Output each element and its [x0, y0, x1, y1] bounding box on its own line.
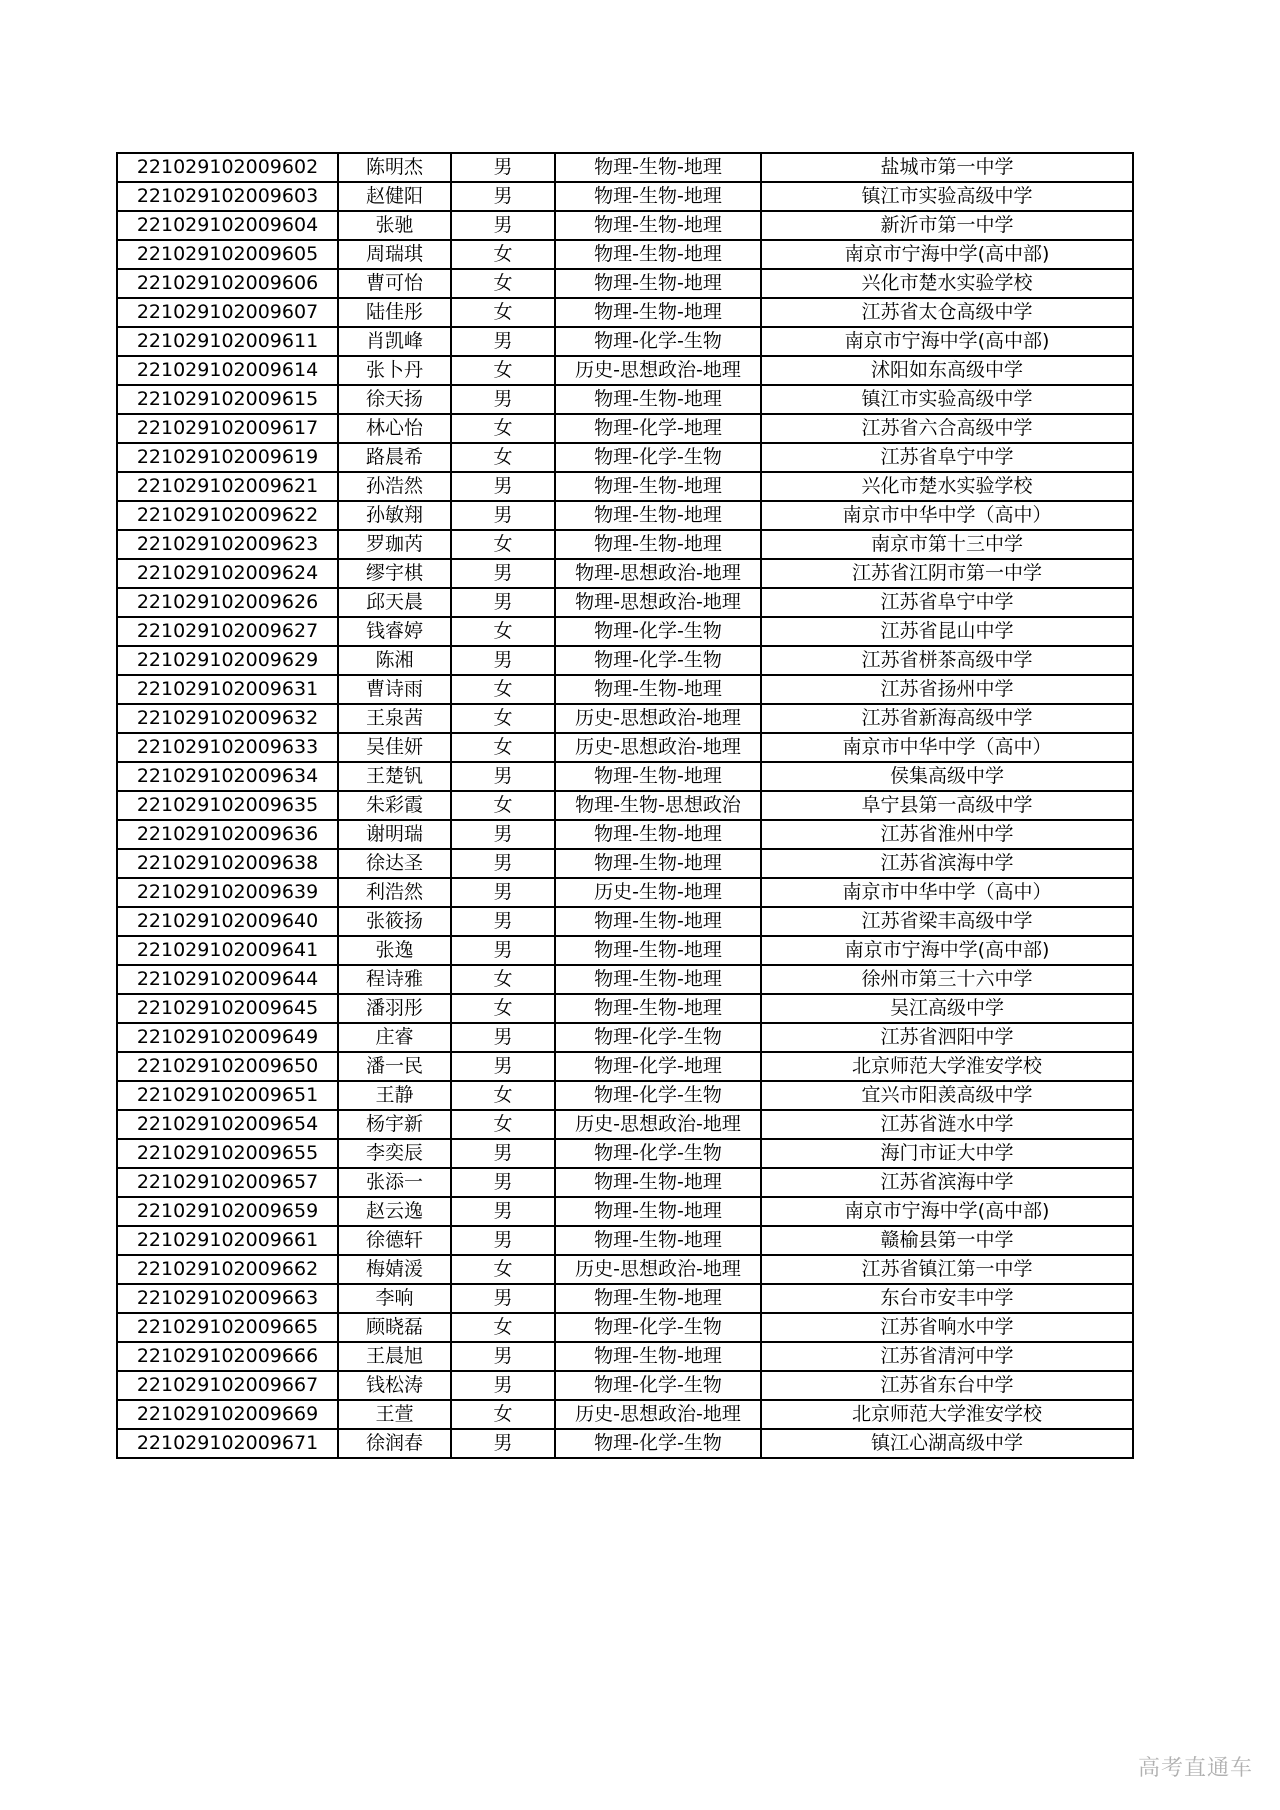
cell-student-name: 徐达圣: [338, 849, 451, 878]
cell-student-name: 庄睿: [338, 1023, 451, 1052]
cell-exam-id: 221029102009605: [117, 240, 338, 269]
cell-gender: 男: [451, 559, 555, 588]
cell-school: 江苏省昆山中学: [761, 617, 1133, 646]
cell-student-name: 钱睿婷: [338, 617, 451, 646]
cell-subjects: 物理-化学-生物: [555, 1023, 761, 1052]
table-row: [117, 1342, 1133, 1371]
cell-gender: 男: [451, 1197, 555, 1226]
table-row: [117, 675, 1133, 704]
cell-school: 镇江市实验高级中学: [761, 385, 1133, 414]
cell-school: 江苏省阜宁中学: [761, 588, 1133, 617]
cell-exam-id: 221029102009604: [117, 211, 338, 240]
cell-school: 兴化市楚水实验学校: [761, 472, 1133, 501]
cell-student-name: 杨宇新: [338, 1110, 451, 1139]
cell-student-name: 孙敏翔: [338, 501, 451, 530]
cell-gender: 男: [451, 211, 555, 240]
cell-gender: 男: [451, 588, 555, 617]
table-row: [117, 443, 1133, 472]
cell-student-name: 陈明杰: [338, 153, 451, 182]
cell-student-name: 徐天扬: [338, 385, 451, 414]
cell-subjects: 物理-生物-地理: [555, 1226, 761, 1255]
cell-gender: 女: [451, 994, 555, 1023]
cell-school: 江苏省清河中学: [761, 1342, 1133, 1371]
cell-student-name: 张筱扬: [338, 907, 451, 936]
cell-school: 江苏省阜宁中学: [761, 443, 1133, 472]
cell-student-name: 张逸: [338, 936, 451, 965]
cell-school: 南京市宁海中学(高中部): [761, 327, 1133, 356]
cell-exam-id: 221029102009631: [117, 675, 338, 704]
cell-school: 东台市安丰中学: [761, 1284, 1133, 1313]
cell-exam-id: 221029102009645: [117, 994, 338, 1023]
cell-school: 江苏省太仓高级中学: [761, 298, 1133, 327]
cell-gender: 男: [451, 1342, 555, 1371]
cell-gender: 女: [451, 298, 555, 327]
cell-exam-id: 221029102009639: [117, 878, 338, 907]
cell-subjects: 物理-生物-地理: [555, 182, 761, 211]
table-row: [117, 240, 1133, 269]
cell-student-name: 王楚钒: [338, 762, 451, 791]
cell-student-name: 潘一民: [338, 1052, 451, 1081]
cell-school: 南京市第十三中学: [761, 530, 1133, 559]
cell-school: 江苏省栟茶高级中学: [761, 646, 1133, 675]
cell-school: 南京市中华中学（高中）: [761, 501, 1133, 530]
cell-subjects: 物理-生物-地理: [555, 501, 761, 530]
cell-school: 沭阳如东高级中学: [761, 356, 1133, 385]
cell-gender: 男: [451, 762, 555, 791]
cell-student-name: 路晨希: [338, 443, 451, 472]
table-row: [117, 1313, 1133, 1342]
cell-subjects: 物理-化学-生物: [555, 443, 761, 472]
table-row: [117, 704, 1133, 733]
cell-gender: 男: [451, 327, 555, 356]
cell-exam-id: 221029102009666: [117, 1342, 338, 1371]
cell-subjects: 物理-生物-地理: [555, 675, 761, 704]
cell-exam-id: 221029102009655: [117, 1139, 338, 1168]
cell-exam-id: 221029102009667: [117, 1371, 338, 1400]
cell-subjects: 物理-生物-地理: [555, 298, 761, 327]
cell-student-name: 张驰: [338, 211, 451, 240]
cell-student-name: 曹诗雨: [338, 675, 451, 704]
cell-subjects: 物理-化学-生物: [555, 1081, 761, 1110]
table-row: [117, 849, 1133, 878]
cell-exam-id: 221029102009602: [117, 153, 338, 182]
cell-subjects: 物理-生物-地理: [555, 762, 761, 791]
cell-subjects: 物理-思想政治-地理: [555, 559, 761, 588]
cell-school: 镇江市实验高级中学: [761, 182, 1133, 211]
table-row: [117, 501, 1133, 530]
table-row: [117, 1255, 1133, 1284]
cell-gender: 女: [451, 1400, 555, 1429]
cell-student-name: 缪宇棋: [338, 559, 451, 588]
cell-subjects: 物理-生物-地理: [555, 994, 761, 1023]
table-row: [117, 1081, 1133, 1110]
cell-exam-id: 221029102009633: [117, 733, 338, 762]
cell-student-name: 孙浩然: [338, 472, 451, 501]
cell-school: 南京市中华中学（高中）: [761, 733, 1133, 762]
table-row: [117, 1197, 1133, 1226]
cell-exam-id: 221029102009644: [117, 965, 338, 994]
cell-student-name: 周瑞琪: [338, 240, 451, 269]
cell-exam-id: 221029102009603: [117, 182, 338, 211]
cell-school: 江苏省滨海中学: [761, 1168, 1133, 1197]
cell-student-name: 吴佳妍: [338, 733, 451, 762]
table-row: [117, 1429, 1133, 1458]
cell-subjects: 历史-思想政治-地理: [555, 733, 761, 762]
cell-gender: 女: [451, 965, 555, 994]
cell-gender: 男: [451, 646, 555, 675]
cell-exam-id: 221029102009619: [117, 443, 338, 472]
cell-gender: 男: [451, 1052, 555, 1081]
cell-school: 江苏省江阴市第一中学: [761, 559, 1133, 588]
cell-subjects: 物理-生物-地理: [555, 240, 761, 269]
cell-subjects: 物理-化学-生物: [555, 1429, 761, 1458]
cell-exam-id: 221029102009640: [117, 907, 338, 936]
table-row: [117, 762, 1133, 791]
cell-exam-id: 221029102009624: [117, 559, 338, 588]
table-row: [117, 298, 1133, 327]
cell-student-name: 李奕辰: [338, 1139, 451, 1168]
table-row: [117, 414, 1133, 443]
table-row: [117, 559, 1133, 588]
cell-gender: 女: [451, 240, 555, 269]
cell-student-name: 谢明瑞: [338, 820, 451, 849]
cell-gender: 男: [451, 153, 555, 182]
cell-gender: 女: [451, 414, 555, 443]
cell-exam-id: 221029102009621: [117, 472, 338, 501]
cell-school: 侯集高级中学: [761, 762, 1133, 791]
cell-exam-id: 221029102009629: [117, 646, 338, 675]
cell-school: 吴江高级中学: [761, 994, 1133, 1023]
cell-subjects: 物理-化学-地理: [555, 414, 761, 443]
document-sheet: [116, 152, 1134, 1459]
table-row: [117, 385, 1133, 414]
table-row: [117, 327, 1133, 356]
cell-subjects: 物理-化学-地理: [555, 1052, 761, 1081]
cell-student-name: 徐德轩: [338, 1226, 451, 1255]
cell-student-name: 王泉茜: [338, 704, 451, 733]
cell-subjects: 物理-化学-生物: [555, 327, 761, 356]
table-row: [117, 530, 1133, 559]
cell-student-name: 王静: [338, 1081, 451, 1110]
cell-subjects: 物理-生物-地理: [555, 849, 761, 878]
cell-exam-id: 221029102009665: [117, 1313, 338, 1342]
cell-gender: 女: [451, 269, 555, 298]
cell-school: 兴化市楚水实验学校: [761, 269, 1133, 298]
table-row: [117, 791, 1133, 820]
cell-exam-id: 221029102009657: [117, 1168, 338, 1197]
cell-exam-id: 221029102009650: [117, 1052, 338, 1081]
table-row: [117, 1284, 1133, 1313]
cell-student-name: 顾晓磊: [338, 1313, 451, 1342]
cell-subjects: 物理-化学-生物: [555, 1313, 761, 1342]
cell-gender: 女: [451, 1255, 555, 1284]
cell-subjects: 物理-生物-地理: [555, 1342, 761, 1371]
cell-school: 南京市宁海中学(高中部): [761, 936, 1133, 965]
cell-subjects: 物理-生物-地理: [555, 1284, 761, 1313]
table-row: [117, 211, 1133, 240]
cell-exam-id: 221029102009626: [117, 588, 338, 617]
cell-student-name: 林心怡: [338, 414, 451, 443]
cell-student-name: 陆佳彤: [338, 298, 451, 327]
cell-subjects: 历史-思想政治-地理: [555, 704, 761, 733]
cell-subjects: 物理-化学-生物: [555, 617, 761, 646]
cell-exam-id: 221029102009617: [117, 414, 338, 443]
cell-school: 阜宁县第一高级中学: [761, 791, 1133, 820]
cell-gender: 男: [451, 907, 555, 936]
cell-student-name: 徐润春: [338, 1429, 451, 1458]
cell-school: 南京市宁海中学(高中部): [761, 1197, 1133, 1226]
cell-gender: 男: [451, 182, 555, 211]
cell-exam-id: 221029102009659: [117, 1197, 338, 1226]
cell-subjects: 物理-生物-地理: [555, 385, 761, 414]
cell-exam-id: 221029102009654: [117, 1110, 338, 1139]
table-row: [117, 733, 1133, 762]
cell-school: 新沂市第一中学: [761, 211, 1133, 240]
cell-school: 镇江心湖高级中学: [761, 1429, 1133, 1458]
cell-school: 盐城市第一中学: [761, 153, 1133, 182]
cell-subjects: 历史-思想政治-地理: [555, 1255, 761, 1284]
cell-subjects: 历史-生物-地理: [555, 878, 761, 907]
table-row: [117, 1168, 1133, 1197]
cell-gender: 男: [451, 1371, 555, 1400]
table-row: [117, 1110, 1133, 1139]
cell-gender: 女: [451, 1081, 555, 1110]
table-row: [117, 646, 1133, 675]
cell-student-name: 张添一: [338, 1168, 451, 1197]
cell-gender: 男: [451, 1168, 555, 1197]
cell-exam-id: 221029102009606: [117, 269, 338, 298]
cell-subjects: 历史-思想政治-地理: [555, 356, 761, 385]
cell-exam-id: 221029102009669: [117, 1400, 338, 1429]
table-row: [117, 1139, 1133, 1168]
cell-gender: 男: [451, 472, 555, 501]
cell-subjects: 物理-思想政治-地理: [555, 588, 761, 617]
cell-exam-id: 221029102009636: [117, 820, 338, 849]
cell-gender: 女: [451, 704, 555, 733]
cell-school: 江苏省六合高级中学: [761, 414, 1133, 443]
cell-gender: 男: [451, 501, 555, 530]
cell-school: 徐州市第三十六中学: [761, 965, 1133, 994]
table-row: [117, 153, 1133, 182]
cell-subjects: 物理-生物-地理: [555, 1168, 761, 1197]
cell-subjects: 物理-生物-地理: [555, 211, 761, 240]
cell-gender: 女: [451, 733, 555, 762]
cell-gender: 女: [451, 791, 555, 820]
cell-student-name: 梅婧湲: [338, 1255, 451, 1284]
cell-gender: 男: [451, 820, 555, 849]
cell-exam-id: 221029102009627: [117, 617, 338, 646]
cell-gender: 男: [451, 1139, 555, 1168]
cell-exam-id: 221029102009649: [117, 1023, 338, 1052]
table-row: [117, 356, 1133, 385]
cell-student-name: 邱天晨: [338, 588, 451, 617]
cell-student-name: 朱彩霞: [338, 791, 451, 820]
cell-student-name: 陈湘: [338, 646, 451, 675]
cell-student-name: 赵云逸: [338, 1197, 451, 1226]
cell-subjects: 物理-生物-地理: [555, 936, 761, 965]
cell-school: 江苏省镇江第一中学: [761, 1255, 1133, 1284]
cell-student-name: 王萱: [338, 1400, 451, 1429]
cell-gender: 女: [451, 675, 555, 704]
cell-student-name: 赵健阳: [338, 182, 451, 211]
cell-student-name: 程诗雅: [338, 965, 451, 994]
cell-subjects: 物理-化学-生物: [555, 646, 761, 675]
cell-school: 江苏省东台中学: [761, 1371, 1133, 1400]
cell-school: 江苏省响水中学: [761, 1313, 1133, 1342]
cell-school: 赣榆县第一中学: [761, 1226, 1133, 1255]
cell-student-name: 肖凯峰: [338, 327, 451, 356]
cell-exam-id: 221029102009661: [117, 1226, 338, 1255]
cell-exam-id: 221029102009671: [117, 1429, 338, 1458]
cell-school: 江苏省梁丰高级中学: [761, 907, 1133, 936]
cell-school: 北京师范大学淮安学校: [761, 1052, 1133, 1081]
cell-gender: 女: [451, 356, 555, 385]
cell-exam-id: 221029102009662: [117, 1255, 338, 1284]
cell-exam-id: 221029102009635: [117, 791, 338, 820]
cell-subjects: 物理-生物-地理: [555, 965, 761, 994]
cell-student-name: 曹可怡: [338, 269, 451, 298]
cell-subjects: 物理-生物-地理: [555, 1197, 761, 1226]
cell-subjects: 物理-生物-地理: [555, 907, 761, 936]
cell-gender: 男: [451, 385, 555, 414]
table-row: [117, 1052, 1133, 1081]
cell-exam-id: 221029102009614: [117, 356, 338, 385]
cell-exam-id: 221029102009623: [117, 530, 338, 559]
cell-gender: 男: [451, 878, 555, 907]
cell-student-name: 张卜丹: [338, 356, 451, 385]
cell-student-name: 罗珈芮: [338, 530, 451, 559]
cell-subjects: 历史-思想政治-地理: [555, 1400, 761, 1429]
cell-gender: 女: [451, 1110, 555, 1139]
watermark-text: 高考直通车: [1137, 1756, 1253, 1781]
cell-gender: 男: [451, 1284, 555, 1313]
cell-subjects: 物理-生物-地理: [555, 153, 761, 182]
cell-subjects: 物理-生物-地理: [555, 530, 761, 559]
table-row: [117, 994, 1133, 1023]
student-roster-table: [116, 152, 1134, 1459]
cell-exam-id: 221029102009663: [117, 1284, 338, 1313]
cell-gender: 男: [451, 1226, 555, 1255]
cell-subjects: 物理-生物-思想政治: [555, 791, 761, 820]
cell-gender: 女: [451, 617, 555, 646]
cell-school: 江苏省滨海中学: [761, 849, 1133, 878]
cell-subjects: 物理-生物-地理: [555, 820, 761, 849]
table-row: [117, 1371, 1133, 1400]
cell-student-name: 钱松涛: [338, 1371, 451, 1400]
cell-subjects: 历史-思想政治-地理: [555, 1110, 761, 1139]
cell-school: 南京市宁海中学(高中部): [761, 240, 1133, 269]
cell-subjects: 物理-生物-地理: [555, 269, 761, 298]
cell-gender: 男: [451, 936, 555, 965]
cell-school: 江苏省新海高级中学: [761, 704, 1133, 733]
table-row: [117, 1023, 1133, 1052]
table-row: [117, 1400, 1133, 1429]
cell-exam-id: 221029102009615: [117, 385, 338, 414]
cell-exam-id: 221029102009641: [117, 936, 338, 965]
cell-exam-id: 221029102009622: [117, 501, 338, 530]
cell-subjects: 物理-生物-地理: [555, 472, 761, 501]
cell-exam-id: 221029102009607: [117, 298, 338, 327]
cell-gender: 女: [451, 443, 555, 472]
table-row: [117, 965, 1133, 994]
table-row: [117, 617, 1133, 646]
table-row: [117, 269, 1133, 298]
cell-subjects: 物理-化学-生物: [555, 1139, 761, 1168]
cell-school: 北京师范大学淮安学校: [761, 1400, 1133, 1429]
student-table-body: [117, 153, 1133, 1458]
cell-school: 宜兴市阳羡高级中学: [761, 1081, 1133, 1110]
cell-school: 江苏省涟水中学: [761, 1110, 1133, 1139]
table-row: [117, 182, 1133, 211]
cell-student-name: 李响: [338, 1284, 451, 1313]
table-row: [117, 820, 1133, 849]
cell-school: 江苏省淮州中学: [761, 820, 1133, 849]
cell-exam-id: 221029102009632: [117, 704, 338, 733]
cell-school: 南京市中华中学（高中）: [761, 878, 1133, 907]
table-row: [117, 1226, 1133, 1255]
cell-gender: 女: [451, 1313, 555, 1342]
cell-exam-id: 221029102009611: [117, 327, 338, 356]
cell-school: 江苏省泗阳中学: [761, 1023, 1133, 1052]
table-row: [117, 878, 1133, 907]
table-row: [117, 907, 1133, 936]
cell-exam-id: 221029102009638: [117, 849, 338, 878]
cell-gender: 女: [451, 530, 555, 559]
table-row: [117, 472, 1133, 501]
cell-student-name: 潘羽彤: [338, 994, 451, 1023]
cell-exam-id: 221029102009651: [117, 1081, 338, 1110]
cell-subjects: 物理-化学-生物: [555, 1371, 761, 1400]
cell-gender: 男: [451, 1429, 555, 1458]
cell-school: 海门市证大中学: [761, 1139, 1133, 1168]
cell-school: 江苏省扬州中学: [761, 675, 1133, 704]
cell-student-name: 王晨旭: [338, 1342, 451, 1371]
table-row: [117, 588, 1133, 617]
cell-student-name: 利浩然: [338, 878, 451, 907]
table-row: [117, 936, 1133, 965]
cell-exam-id: 221029102009634: [117, 762, 338, 791]
cell-gender: 男: [451, 849, 555, 878]
cell-gender: 男: [451, 1023, 555, 1052]
